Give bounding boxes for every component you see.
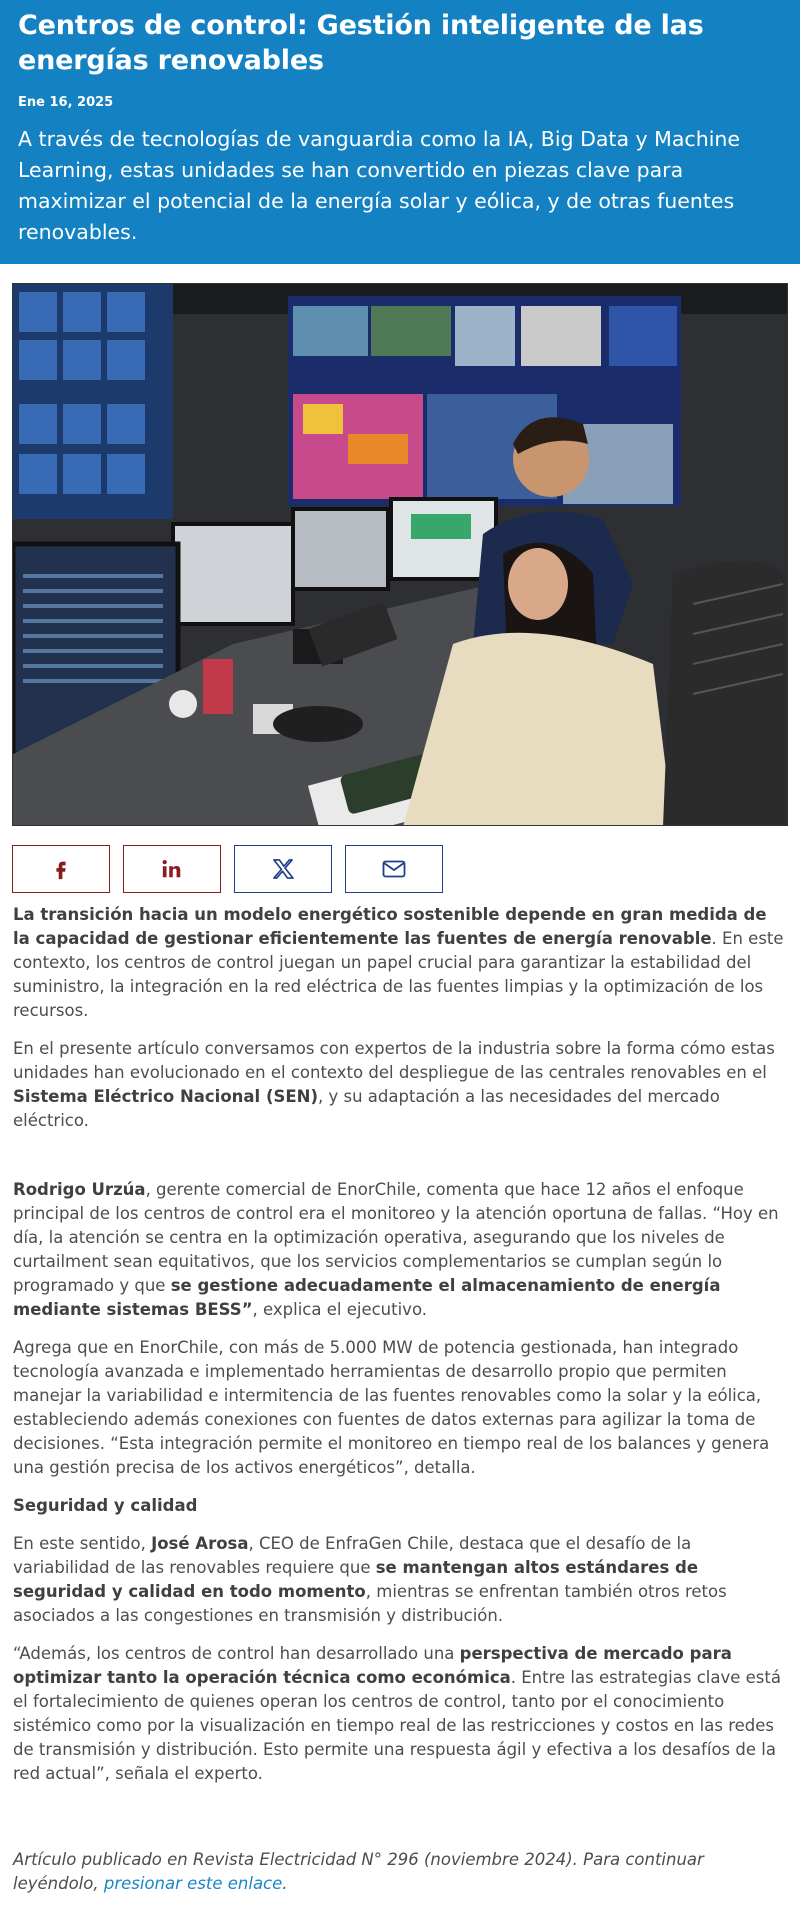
p5-bold: se mantengan altos estándares de seguridad y calidad en todo momento	[13, 1558, 699, 1601]
p3-bold: se gestione adecuadamente el almacenamiento de energía mediante sistemas BESS”	[13, 1276, 721, 1319]
p5-text-a: En este sentido,	[13, 1534, 152, 1553]
footer-end: .	[282, 1874, 288, 1893]
paragraph-3	[13, 1178, 789, 1322]
p5-name: José Arosa	[151, 1534, 249, 1553]
article-date: Ene 16, 2025	[18, 95, 114, 110]
envelope-icon	[382, 860, 406, 878]
p3-name: Rodrigo Urzúa	[13, 1180, 146, 1199]
p6-text-b: . Entre las estrategias clave está el fortalecimiento de quienes operan los centros de control, tanto por el conocimiento sistémico como por la visualización en tiempo real de las restricciones y costos en las redes de transmisión y distribución. Esto permite una respuesta ágil y efectiva a los desafíos de la red actual”, señala el experto.	[13, 1668, 781, 1783]
p5-text-b: , CEO de EnfraGen Chile, destaca que el desafío de la variabilidad de las renovables requiere que	[13, 1534, 692, 1577]
article-header	[0, 0, 800, 264]
paragraph-1	[13, 903, 789, 1023]
share-bar	[12, 845, 443, 893]
facebook-icon	[50, 858, 72, 880]
article-title: Centros de control: Gestión inteligente de las energías renovables	[18, 10, 704, 76]
paragraph-4: Agrega que en EnorChile, con más de 5.000 MW de potencia gestionada, han integrado tecnología avanzada e implementado herramientas de desarrollo propio que permiten manejar la variabilidad e intermitencia de las fuentes renovables como la solar y la eólica, estableciendo además conexiones con fuentes de datos externas para agilizar la toma de decisiones. “Esta integración permite el monitoreo en tiempo real de los balances y genera una gestión precisa de los activos energéticos”, detalla.	[13, 1338, 770, 1477]
subheading: Seguridad y calidad	[13, 1496, 198, 1515]
share-x-button[interactable]	[234, 845, 332, 893]
p2-text-a: En el presente artículo conversamos con expertos de la industria sobre la forma cómo estas unidades han evolucionado en el contexto del despliegue de las centrales renovables en el	[13, 1039, 775, 1082]
p1-bold: La transición hacia un modelo energético sostenible depende en gran medida de la capacidad de gestionar eficientemente las fuentes de energía renovable	[13, 905, 767, 948]
p6-text-a: “Además, los centros de control han desarrollado una	[13, 1644, 460, 1663]
share-linkedin-button[interactable]	[123, 845, 221, 893]
paragraph-6	[13, 1642, 789, 1786]
article-body	[13, 903, 789, 1800]
p2-bold: Sistema Eléctrico Nacional (SEN)	[13, 1087, 318, 1106]
hero-photo	[12, 283, 788, 826]
linkedin-icon	[160, 858, 184, 880]
control-room-illustration	[13, 284, 788, 826]
share-facebook-button[interactable]	[12, 845, 110, 893]
paragraph-2	[13, 1037, 789, 1133]
p6-bold: perspectiva de mercado para optimizar tanto la operación técnica como económica	[13, 1644, 732, 1687]
p3-text-a: , gerente comercial de EnorChile, comenta que hace 12 años el enfoque principal de los centros de control era el monitoreo y la atención oportuna de fallas. “Hoy en día, la atención se centra en la optimización operativa, asegurando que los niveles de curtailment sean equitativos, que los servicios complementarios se cumplan según lo programado y que	[13, 1180, 779, 1295]
p5-text-c: , mientras se enfrentan también otros retos asociados a las congestiones en transmisión y distribución.	[13, 1582, 727, 1625]
x-icon	[272, 859, 294, 879]
share-email-button[interactable]	[345, 845, 443, 893]
footer-link[interactable]: presionar este enlace	[103, 1874, 283, 1893]
footer-text: Artículo publicado en Revista Electricidad N° 296 (noviembre 2024). Para continuar leyéndolo,	[13, 1850, 704, 1893]
p3-text-b: , explica el ejecutivo.	[252, 1300, 427, 1319]
article-lead: A través de tecnologías de vanguardia como la IA, Big Data y Machine Learning, estas unidades se han convertido en piezas clave para maximizar el potencial de la energía solar y eólica, y de otras fuentes renovables.	[18, 127, 740, 244]
p2-text-b: , y su adaptación a las necesidades del mercado eléctrico.	[13, 1087, 720, 1130]
p1-text: . En este contexto, los centros de control juegan un papel crucial para garantizar la estabilidad del suministro, la integración en la red eléctrica de las fuentes limpias y la optimización de los recursos.	[13, 929, 784, 1020]
paragraph-5	[13, 1532, 789, 1628]
footer-note	[13, 1848, 789, 1896]
